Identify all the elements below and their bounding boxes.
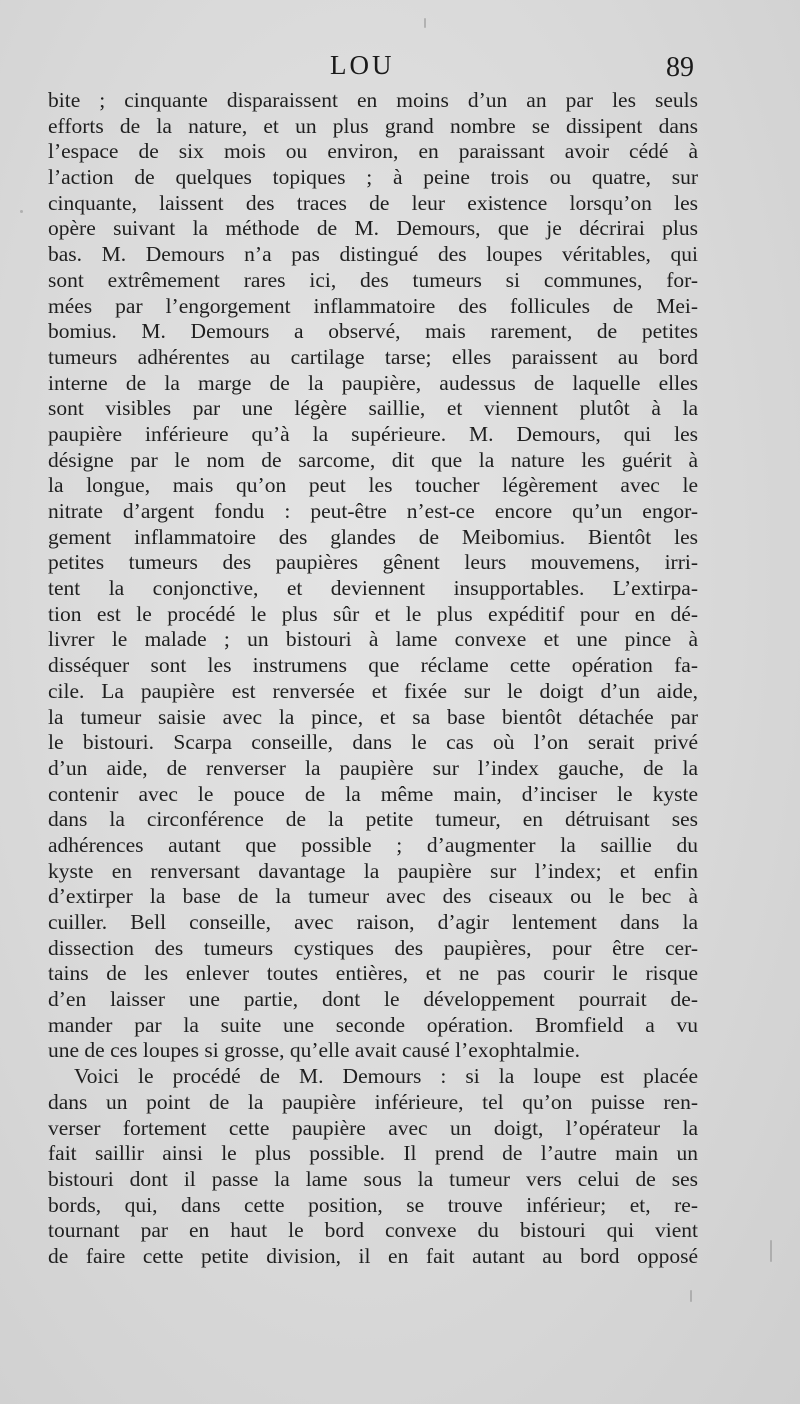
text-line: livrer le malade ; un bistouri à lame convexe et une pince à [48,627,698,652]
text-line: tains de les enlever toutes entières, et ne pas courir le risque [48,961,698,986]
text-line: sont extrêmement rares ici, des tumeurs si communes, for- [48,267,698,292]
text-line: d’extirper la base de la tumeur avec des ciseaux ou le bec à [48,884,698,909]
text-line: dissection des tumeurs cystiques des paupières, pour être cer- [48,935,698,960]
text-line: bords, qui, dans cette position, se trouve inférieur; et, re- [48,1192,698,1217]
text-line: bite ; cinquante disparaissent en moins d’un an par les seuls [48,88,698,112]
text-line: désigne par le nom de sarcome, dit que la nature les guérit à [48,447,698,472]
text-line: paupière inférieure qu’à la supérieure. M. Demours, qui les [48,421,698,446]
text-line: bistouri dont il passe la lame sous la tumeur vers celui de ses [48,1166,698,1191]
text-line: fait saillir ainsi le plus possible. Il prend de l’autre main un [48,1141,698,1166]
text-line: cuiller. Bell conseille, avec raison, d’agir lentement dans la [48,910,698,934]
text-line: kyste en renversant davantage la paupière sur l’index; et enfin [48,858,698,883]
paper-speck [424,18,426,28]
text-line: la longue, mais qu’on peut les toucher légèrement avec le [48,473,698,498]
text-line: mander par la suite une seconde opération. Bromfield a vu [48,1012,698,1037]
text-line: d’en laisser une partie, dont le développement pourrait de- [48,987,698,1012]
text-line: cinquante, laissent des traces de leur existence lorsqu’on les [48,190,698,215]
text-line: bomius. M. Demours a observé, mais rarement, de petites [48,319,698,344]
text-line: sont visibles par une légère saillie, et viennent plutôt à la [48,396,698,421]
text-line: d’un aide, de renverser la paupière sur l’index gauche, de la [48,755,698,780]
text-line: tumeurs adhérentes au cartilage tarse; elles paraissent au bord [48,344,698,369]
text-line: tournant par en haut le bord convexe du bistouri qui vient [48,1218,698,1243]
body-text [48,88,698,1270]
running-head: LOU [330,50,395,80]
page-number: 89 [666,52,694,83]
text-line: dans un point de la paupière inférieure, tel qu’on puisse ren- [48,1089,698,1114]
text-line: la tumeur saisie avec la pince, et sa base bientôt détachée par [48,704,698,729]
text-line: adhérences autant que possible ; d’augmenter la saillie du [48,832,698,857]
text-line: tion est le procédé le plus sûr et le plus expéditif pour en dé- [48,601,698,626]
text-line: l’espace de six mois ou environ, en paraissant avoir cédé à [48,139,698,164]
text-line: interne de la marge de la paupière, audessus de laquelle elles [48,370,698,395]
text-line: cile. La paupière est renversée et fixée sur le doigt d’un aide, [48,678,698,703]
text-line: petites tumeurs des paupières gênent leurs mouvemens, irri- [48,550,698,575]
text-line: nitrate d’argent fondu : peut-être n’est-ce encore qu’un engor- [48,499,698,523]
paper-speck [770,1240,772,1262]
text-line: disséquer sont les instrumens que réclame cette opération fa- [48,653,698,678]
text-line: le bistouri. Scarpa conseille, dans le cas où l’on serait privé [48,730,698,755]
page-header [0,48,800,88]
text-line: Voici le procédé de M. Demours : si la loupe est placée [74,1064,698,1089]
text-line: opère suivant la méthode de M. Demours, que je décrirai plus [48,216,698,241]
text-line: l’action de quelques topiques ; à peine trois ou quatre, sur [48,165,698,190]
text-line: de faire cette petite division, il en fait autant au bord opposé [48,1243,698,1268]
text-line: efforts de la nature, et un plus grand nombre se dissipent dans [48,113,698,138]
text-line: gement inflammatoire des glandes de Meibomius. Bientôt les [48,524,698,549]
text-line: une de ces loupes si grosse, qu’elle avait causé l’exophtalmie. [48,1038,580,1063]
text-line: dans la circonférence de la petite tumeur, en détruisant ses [48,807,698,832]
text-line: verser fortement cette paupière avec un doigt, l’opérateur la [48,1115,698,1140]
text-line: bas. M. Demours n’a pas distingué des loupes véritables, qui [48,242,698,267]
text-line: tent la conjonctive, et deviennent insupportables. L’extirpa- [48,576,698,601]
text-line: mées par l’engorgement inflammatoire des follicules de Mei- [48,293,698,318]
paper-speck [20,210,23,213]
text-line: contenir avec le pouce de la même main, d’inciser le kyste [48,781,698,806]
paper-speck [690,1290,692,1302]
